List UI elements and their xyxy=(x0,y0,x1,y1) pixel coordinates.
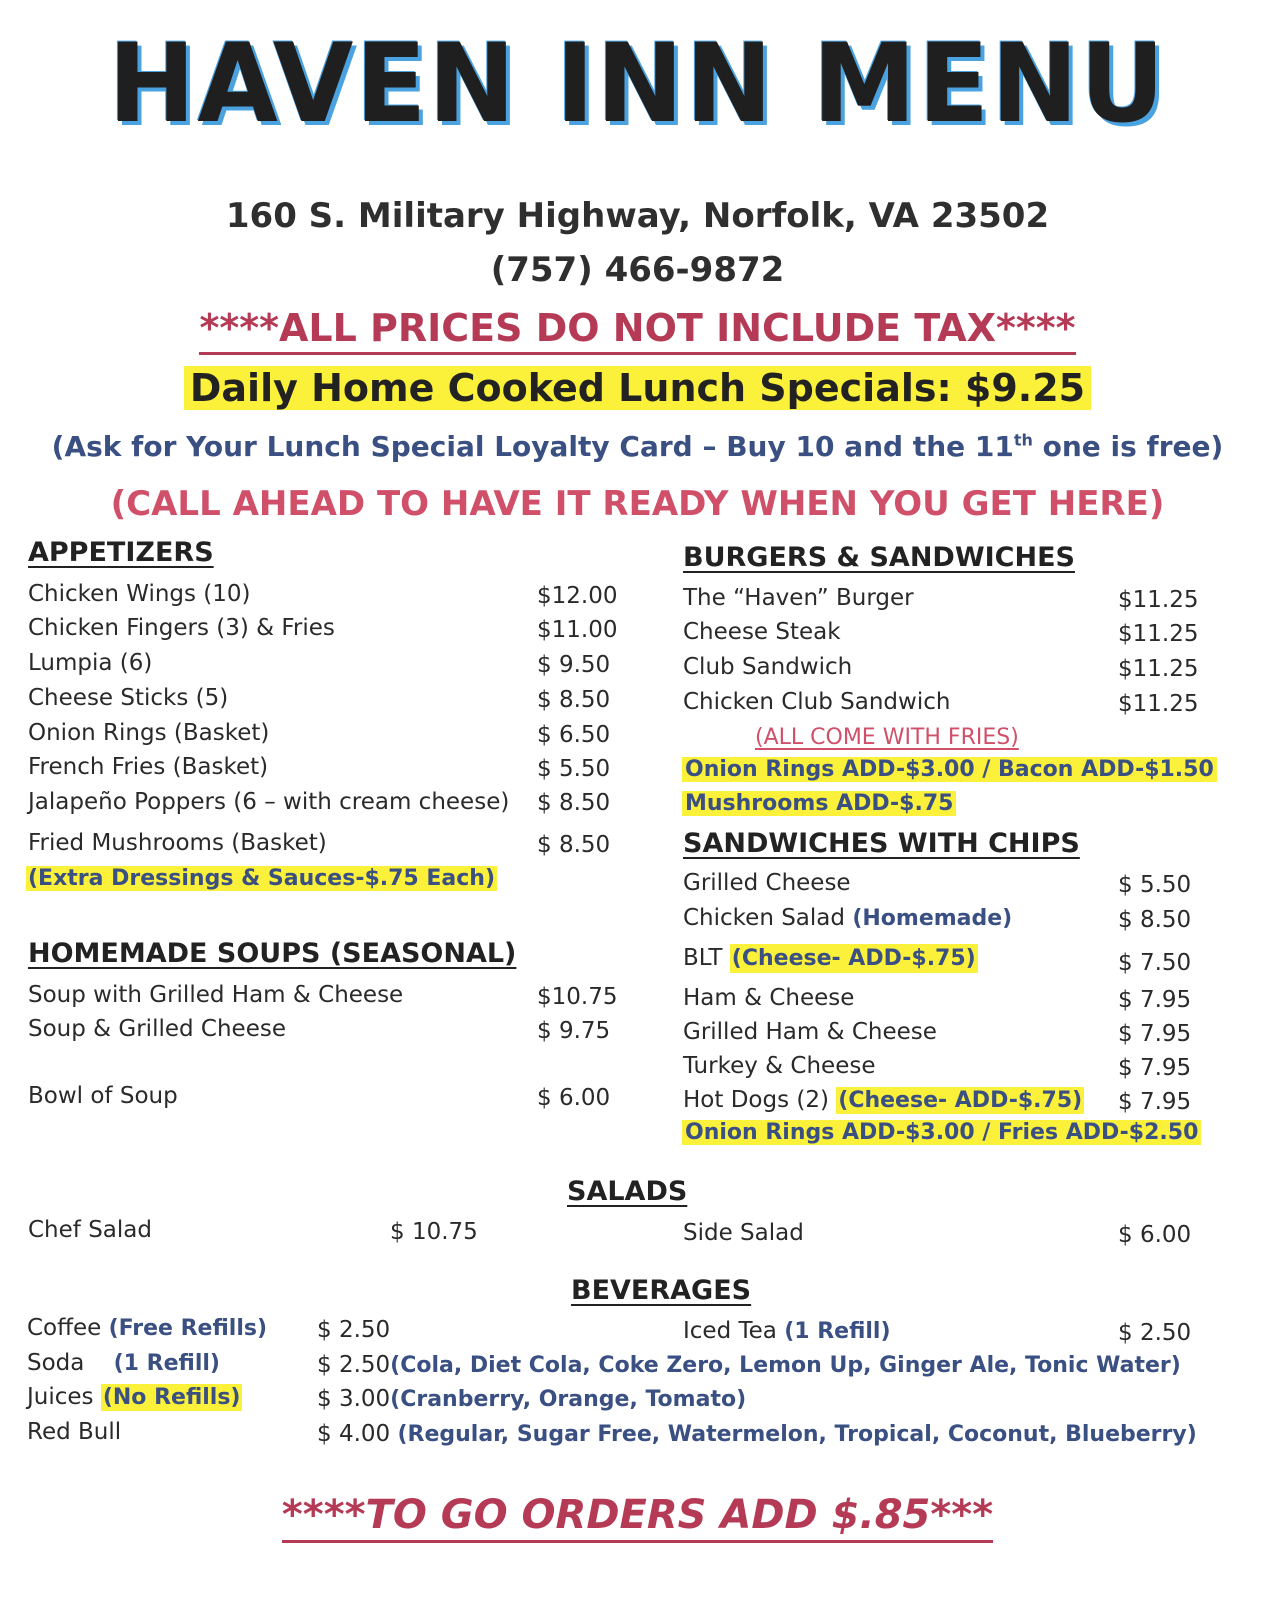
menu-item-price: $ 7.95 xyxy=(1118,987,1192,1013)
menu-item-name: Ham & Cheese xyxy=(683,985,855,1011)
daily-special-text: Daily Home Cooked Lunch Specials: $9.25 xyxy=(184,366,1091,410)
phone-number: (757) 466-9872 xyxy=(490,250,785,290)
menu-item-price: $ 3.00 xyxy=(317,1386,391,1412)
address: 160 S. Military Highway, Norfolk, VA 23502 xyxy=(225,196,1050,236)
menu-item-name: Grilled Ham & Cheese xyxy=(683,1019,937,1045)
menu-item-name: The “Haven” Burger xyxy=(683,585,914,611)
beverage-options: (Regular, Sugar Free, Watermelon, Tropical, Coconut, Blueberry) xyxy=(397,1422,1197,1447)
menu-item-price: $ 8.50 xyxy=(537,832,611,858)
menu-item-price: $ 5.50 xyxy=(1118,872,1192,898)
beverage-soda xyxy=(27,1350,220,1376)
loyalty-note xyxy=(0,430,1275,463)
beverage-label: Red Bull xyxy=(27,1419,122,1445)
menu-item-name xyxy=(683,905,1012,931)
menu-item-name xyxy=(683,945,978,971)
menu-item-price: $ 8.50 xyxy=(537,687,611,713)
burger-addons: Onion Rings ADD-$3.00 / Bacon ADD-$1.50 xyxy=(682,757,1217,782)
menu-item-price: $11.00 xyxy=(537,617,618,643)
extra-sauces-note: (Extra Dressings & Sauces-$.75 Each) xyxy=(28,866,496,891)
menu-item-label: Hot Dogs (2) xyxy=(683,1087,829,1113)
menu-item-price: $11.25 xyxy=(1118,621,1199,647)
to-go-notice xyxy=(0,1492,1275,1538)
menu-item-name: Chef Salad xyxy=(28,1217,152,1243)
menu-item-price: $ 6.00 xyxy=(1118,1222,1192,1248)
menu-item-name: French Fries (Basket) xyxy=(28,754,269,780)
beverage-iced-tea xyxy=(683,1318,891,1344)
menu-item-price: $12.00 xyxy=(537,583,618,609)
menu-item-name: Chicken Club Sandwich xyxy=(683,689,951,715)
fries-included-note: (ALL COME WITH FRIES) xyxy=(755,725,1019,750)
menu-item-name: Cheese Sticks (5) xyxy=(28,685,229,711)
menu-item-price: $ 7.95 xyxy=(1118,1055,1192,1081)
beverage-juices xyxy=(27,1384,242,1410)
appetizers-heading: APPETIZERS xyxy=(28,537,214,568)
call-ahead-note: (CALL AHEAD TO HAVE IT READY WHEN YOU GET HERE) xyxy=(110,484,1165,524)
menu-item-price: $ 9.50 xyxy=(537,652,611,678)
menu-item-price: $ 2.50 xyxy=(317,1352,391,1378)
loyalty-note-text: (Ask for Your Lunch Special Loyalty Card – Buy 10 and the 11 xyxy=(51,430,1014,463)
mushroom-addon: Mushrooms ADD-$.75 xyxy=(682,791,956,816)
menu-item-price: $10.75 xyxy=(537,984,618,1010)
menu-item-name: Side Salad xyxy=(683,1220,804,1246)
loyalty-note-sup: th xyxy=(1013,430,1033,450)
menu-item-name: Cheese Steak xyxy=(683,619,841,645)
menu-item-price: $ 4.00 xyxy=(317,1421,391,1447)
menu-title: HAVEN INN MENU xyxy=(108,18,1167,148)
beverage-label: Iced Tea xyxy=(683,1318,777,1344)
tax-notice xyxy=(0,306,1275,350)
burgers-heading: BURGERS & SANDWICHES xyxy=(683,542,1075,573)
beverage-red-bull xyxy=(27,1419,121,1445)
menu-item-name: Turkey & Cheese xyxy=(683,1053,876,1079)
menu-item-name: Jalapeño Poppers (6 – with cream cheese) xyxy=(28,789,510,815)
beverage-soda-price xyxy=(317,1352,1181,1378)
menu-item-price: $ 2.50 xyxy=(1118,1320,1192,1346)
menu-item-price: $ 10.75 xyxy=(390,1219,478,1245)
daily-special-banner xyxy=(0,366,1275,410)
menu-item-price: $ 8.50 xyxy=(537,790,611,816)
beverage-label: Juices xyxy=(27,1384,94,1410)
menu-item-label: Chicken Salad xyxy=(683,905,845,931)
menu-item-price: $ 9.75 xyxy=(537,1018,611,1044)
menu-item-name: Bowl of Soup xyxy=(28,1083,178,1109)
beverage-coffee xyxy=(27,1315,267,1341)
beverage-red-bull-price xyxy=(317,1421,1197,1447)
sandwiches-chips-heading: SANDWICHES WITH CHIPS xyxy=(683,828,1080,859)
menu-item-name xyxy=(683,1087,1084,1113)
menu-item-price: $11.25 xyxy=(1118,656,1199,682)
beverage-note: (No Refills) xyxy=(102,1385,241,1410)
menu-item-price: $ 7.95 xyxy=(1118,1089,1192,1115)
menu-item-price: $ 6.00 xyxy=(537,1085,611,1111)
menu-item-name: Soup & Grilled Cheese xyxy=(28,1016,286,1042)
menu-item-price: $ 6.50 xyxy=(537,722,611,748)
menu-item-name: Chicken Wings (10) xyxy=(28,581,251,607)
menu-item-name: Club Sandwich xyxy=(683,654,853,680)
menu-item-name: Onion Rings (Basket) xyxy=(28,720,270,746)
menu-item-name: Lumpia (6) xyxy=(28,650,153,676)
menu-item-note: (Cheese- ADD-$.75) xyxy=(838,1088,1083,1113)
beverage-note: (Free Refills) xyxy=(108,1316,268,1341)
beverage-options: (Cranberry, Orange, Tomato) xyxy=(390,1387,747,1412)
beverage-label: Coffee xyxy=(27,1315,102,1341)
beverage-options: (Cola, Diet Cola, Coke Zero, Lemon Up, Ginger Ale, Tonic Water) xyxy=(390,1353,1181,1378)
menu-item-label: BLT xyxy=(683,945,723,971)
beverage-note: (1 Refill) xyxy=(113,1351,220,1376)
menu-item-name: Chicken Fingers (3) & Fries xyxy=(28,615,335,641)
beverages-heading: BEVERAGES xyxy=(571,1275,752,1306)
menu-item-name: Grilled Cheese xyxy=(683,870,851,896)
salads-heading: SALADS xyxy=(567,1176,688,1207)
menu-item-price: $11.25 xyxy=(1118,587,1199,613)
tax-notice-text: ****ALL PRICES DO NOT INCLUDE TAX**** xyxy=(199,306,1075,355)
menu-item-price: $ 7.50 xyxy=(1118,950,1192,976)
menu-item-note: (Cheese- ADD-$.75) xyxy=(731,946,976,971)
soups-heading: HOMEMADE SOUPS (SEASONAL) xyxy=(28,938,517,969)
beverage-note: (1 Refill) xyxy=(784,1319,891,1344)
menu-item-price: $ 5.50 xyxy=(537,756,611,782)
menu-item-price: $ 7.95 xyxy=(1118,1021,1192,1047)
menu-item-price: $11.25 xyxy=(1118,691,1199,717)
loyalty-note-text-end: one is free) xyxy=(1032,430,1224,463)
menu-item-price: $ 8.50 xyxy=(1118,907,1192,933)
sandwich-addons: Onion Rings ADD-$3.00 / Fries ADD-$2.50 xyxy=(682,1120,1201,1145)
menu-item-name: Fried Mushrooms (Basket) xyxy=(28,830,327,856)
to-go-notice-text: ****TO GO ORDERS ADD $.85*** xyxy=(282,1492,993,1543)
beverage-label: Soda xyxy=(27,1350,85,1376)
menu-item-price: $ 2.50 xyxy=(317,1317,391,1343)
menu-item-note: (Homemade) xyxy=(852,906,1013,931)
beverage-juices-price xyxy=(317,1386,746,1412)
menu-item-name: Soup with Grilled Ham & Cheese xyxy=(28,982,404,1008)
